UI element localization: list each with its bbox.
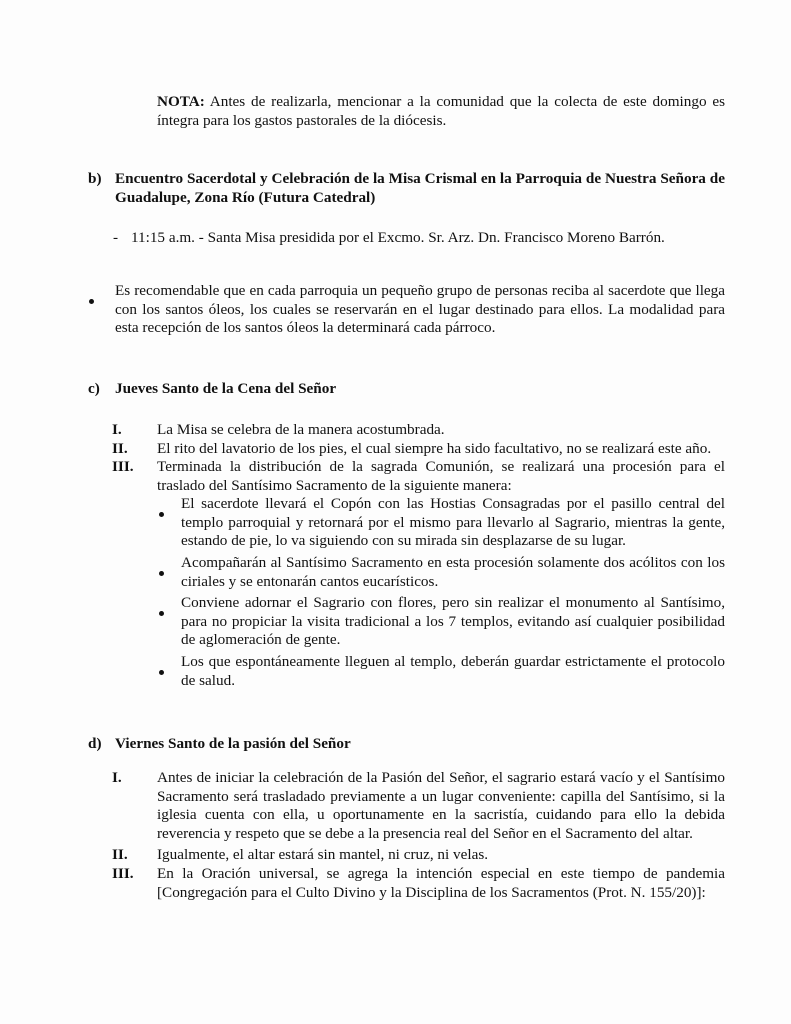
nota-paragraph	[157, 93, 725, 130]
section-d-item-2: Igualmente, el altar estará sin mantel, ni cruz, ni velas.	[157, 846, 489, 863]
bullet-icon	[159, 603, 164, 621]
section-d-numeral-2: II.	[112, 846, 128, 863]
section-d-item-3: En la Oración universal, se agrega la intención especial en este tiempo de pandemia [Congregación para el Culto Divino y la Disciplina de los Sacramentos (Prot. N. 155/20)]:	[157, 865, 725, 901]
section-c-title: Jueves Santo de la Cena del Señor	[115, 380, 337, 397]
section-d-item-1: Antes de iniciar la celebración de la Pasión del Señor, el sagrario estará vacío y el Santísimo Sacramento será trasladado previamente a un lugar conveniente: capilla del Santísimo, si la iglesia cuenta con ella, u oportunamente en la sacristía, cuidando para ello la debida reverencia y respeto que se debe a la presencia real del Señor en el Sacramento del altar.	[157, 769, 725, 842]
general-bullet-paragraph: Es recomendable que en cada parroquia un pequeño grupo de personas reciba al sacerdote que llega con los santos óleos, los cuales se reservarán en el lugar destinado para ellos. La modalidad para esta recepción de los santos óleos la determinará cada párroco.	[115, 282, 725, 336]
section-c-numeral-2: II.	[112, 440, 128, 457]
section-c-sub-bullet-2: Acompañarán al Santísimo Sacramento en esta procesión solamente dos acólitos con los ciriales y se entonarán cantos eucarísticos.	[181, 554, 725, 590]
section-c-sub-bullet-3: Conviene adornar el Sagrario con flores, pero sin realizar el monumento al Santísimo, para no propiciar la visita tradicional a los 7 templos, evitando así cualquier posibilidad de aglomeración de gente.	[181, 594, 725, 648]
nota-label: NOTA:	[157, 93, 205, 110]
section-c-numeral-3: III.	[112, 458, 134, 475]
bullet-icon	[89, 291, 94, 309]
section-c-sub-bullet-4: Los que espontáneamente lleguen al templo, deberán guardar estrictamente el protocolo de salud.	[181, 653, 725, 689]
nota-text: Antes de realizarla, mencionar a la comunidad que la colecta de este domingo es íntegra para los gastos pastorales de la diócesis.	[157, 93, 725, 129]
section-c-item-3: Terminada la distribución de la sagrada Comunión, se realizará una procesión para el traslado del Santísimo Sacramento de la siguiente manera:	[157, 458, 725, 494]
section-c-marker: c)	[88, 380, 100, 397]
bullet-icon	[159, 662, 164, 680]
section-d-numeral-1: I.	[112, 769, 122, 786]
section-c-numeral-1: I.	[112, 421, 122, 438]
section-d-marker: d)	[88, 735, 102, 752]
section-c-item-1: La Misa se celebra de la manera acostumbrada.	[157, 421, 445, 438]
mass-schedule-item: 11:15 a.m. - Santa Misa presidida por el Excmo. Sr. Arz. Dn. Francisco Moreno Barrón.	[131, 229, 665, 246]
section-d-title: Viernes Santo de la pasión del Señor	[115, 735, 351, 752]
section-c-item-2: El rito del lavatorio de los pies, el cual siempre ha sido facultativo, no se realizará este año.	[157, 440, 712, 457]
section-c-sub-bullet-1: El sacerdote llevará el Copón con las Hostias Consagradas por el pasillo central del templo parroquial y retornará por el mismo para llevarlo al Sagrario, mientras la gente, estando de pie, lo va siguiendo con su mirada sin desplazarse de su lugar.	[181, 495, 725, 549]
dash-marker: -	[113, 229, 119, 246]
bullet-icon	[159, 504, 164, 522]
section-d-numeral-3: III.	[112, 865, 134, 882]
section-b-title: Encuentro Sacerdotal y Celebración de la Misa Crismal en la Parroquia de Nuestra Señora de Guadalupe, Zona Río (Futura Catedral)	[115, 170, 725, 206]
bullet-icon	[159, 563, 164, 581]
section-b-marker: b)	[88, 170, 102, 187]
